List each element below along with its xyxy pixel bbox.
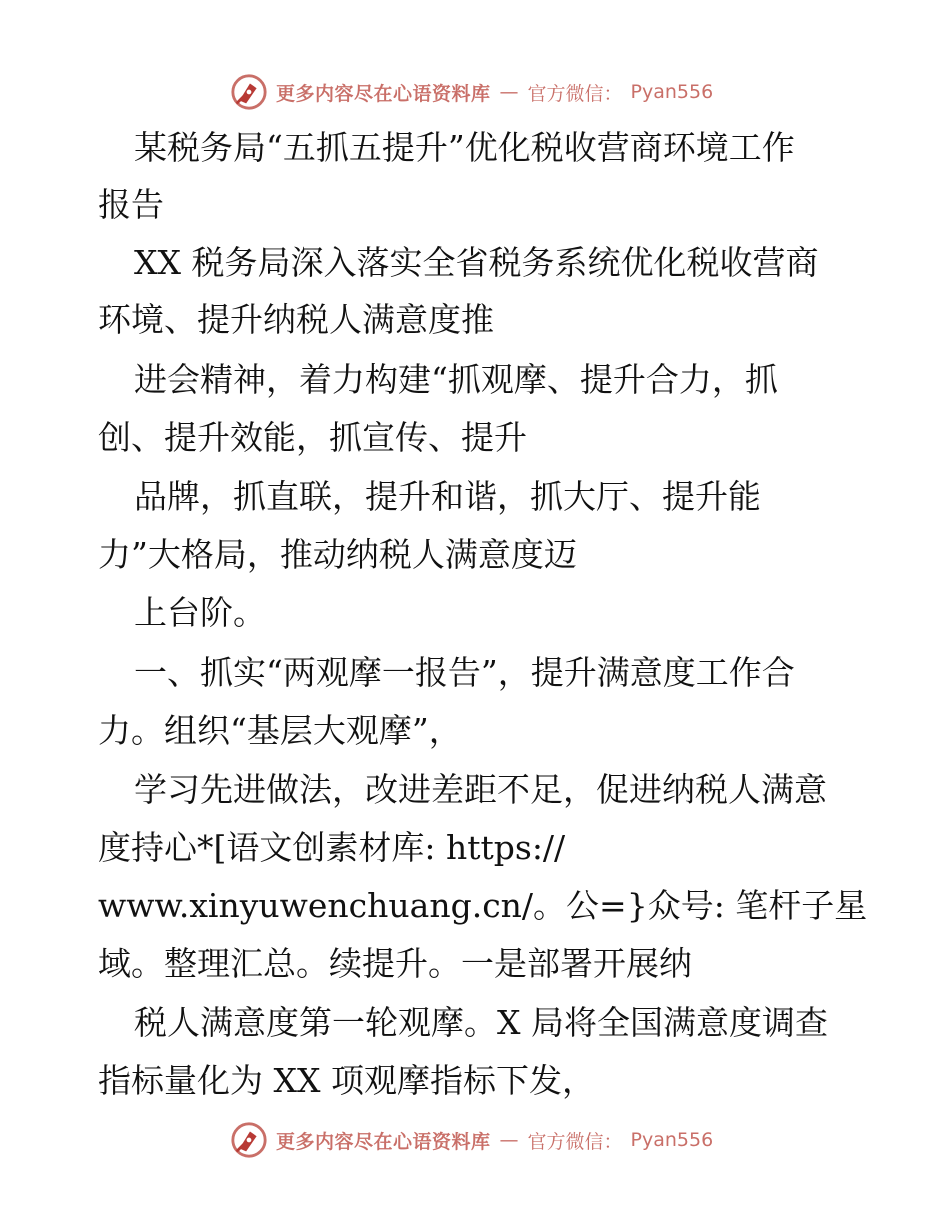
paragraph-line: 指标量化为 XX 项观摩指标下发， [98,1061,595,1100]
paragraph-line: 品牌，抓直联，提升和谐，抓大厅、提升能 [134,477,761,516]
document-title-line-2: 报告 [98,185,164,224]
paragraph-line: 度持心*[语文创素材库: https:// [98,828,566,867]
document-title-line-1: 某税务局“五抓五提升”优化税收营商环境工作 [134,128,795,167]
paragraph-line: 力”大格局，推动纳税人满意度迈 [98,535,577,574]
watermark-main-text: 更多内容尽在心语资料库 [276,1130,491,1153]
paragraph-line: 创、提升效能，抓宣传、提升 [98,418,527,457]
paragraph-line: 环境、提升纳税人满意度推 [98,300,494,339]
paragraph-line: 税人满意度第一轮观摩。X 局将全国满意度调查 [134,1003,828,1042]
watermark-official-label: 官方微信： [527,1130,623,1153]
paragraph-line: 域。整理汇总。续提升。一是部署开展纳 [98,944,692,983]
pen-nib-logo-icon [230,73,268,111]
footer-watermark [230,1118,750,1162]
paragraph-line: 学习先进做法，改进差距不足，促进纳税人满意 [134,770,827,809]
paragraph-line: 力。组织“基层大观摩”， [98,711,462,750]
watermark-dash: — [499,81,519,103]
watermark-dash: — [499,1129,519,1151]
paragraph-line: 上台阶。 [134,593,266,632]
pen-nib-logo-icon [230,1121,268,1159]
header-watermark [230,70,750,114]
watermark-main-text: 更多内容尽在心语资料库 [276,82,491,105]
section-heading-line: 一、抓实“两观摩一报告”，提升满意度工作合 [134,653,795,692]
watermark-official-label: 官方微信： [527,82,623,105]
paragraph-line: www.xinyuwenchuang.cn/。公=}众号: 笔杆子星 [98,886,868,925]
watermark-wechat-id: Pyan556 [630,81,714,103]
paragraph-line: XX 税务局深入落实全省税务系统优化税收营商 [134,243,819,282]
watermark-wechat-id: Pyan556 [630,1129,714,1151]
paragraph-line: 进会精神，着力构建“抓观摩、提升合力，抓 [134,360,778,399]
